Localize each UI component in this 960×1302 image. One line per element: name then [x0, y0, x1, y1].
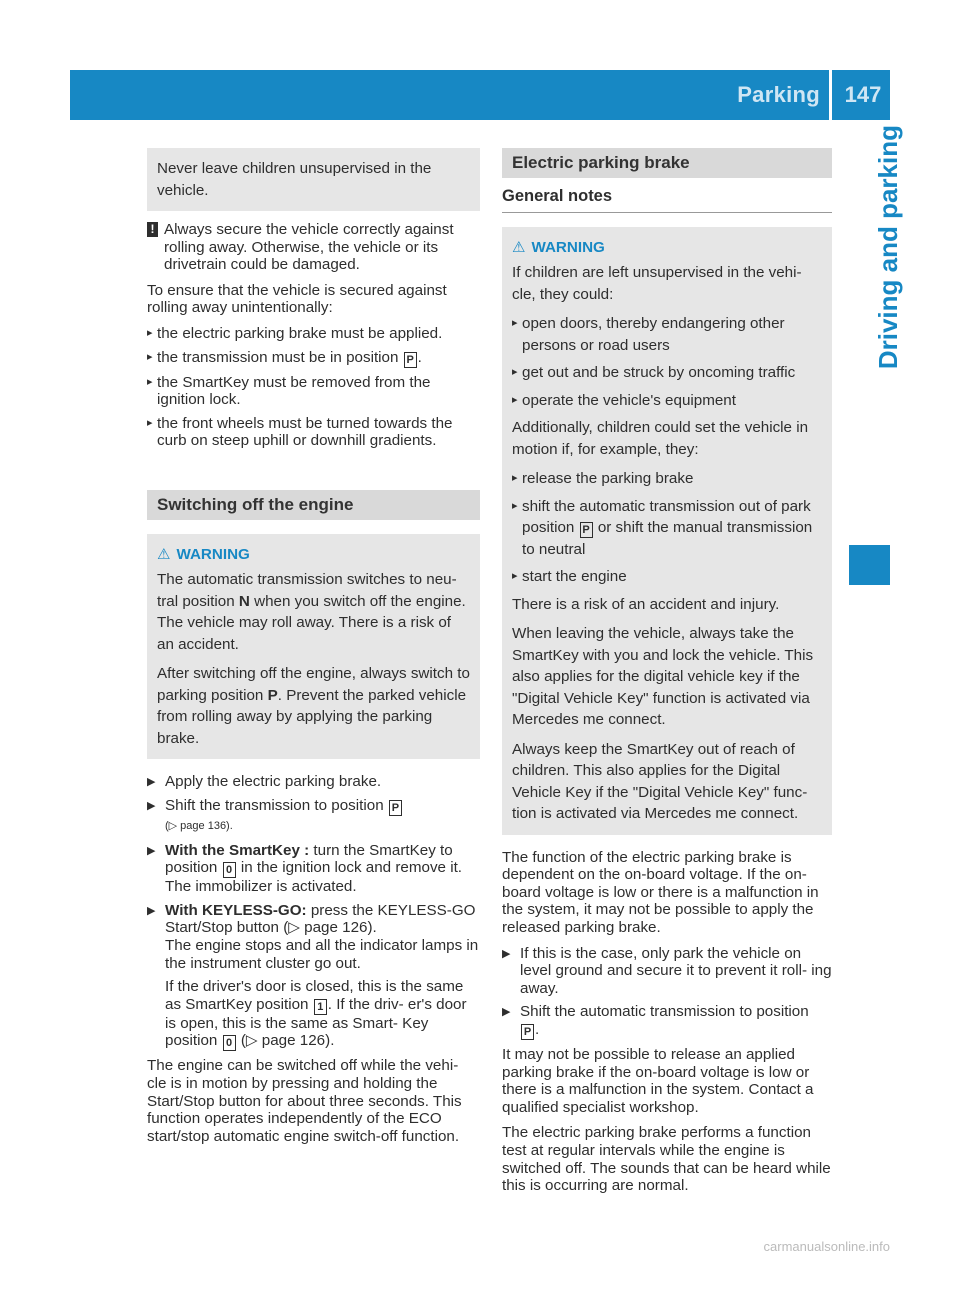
step-item: ▶ With KEYLESS-GO: press the KEYLESS-GO Start/Stop button (▷ page 126). The engine stops and all the indicator lamps in the instrument cluster go out. If the driver's door is closed, this is the same as SmartKey position 1 . If the driv- er's door is open, this is the same as Smart- Key position 0 (▷ page 126). [147, 902, 480, 1052]
warning-box [502, 227, 832, 835]
warning-text: After switching off the engine, always switch to parking position P. Prevent the parked vehicle from rolling away by applying the parking brake. [157, 665, 470, 747]
step-item: ▶ Shift the transmission to position P (▷ page 136). [147, 797, 480, 836]
warning-text: If children are left unsupervised in the vehi- cle, they could: [512, 264, 802, 303]
body-text: The electric parking brake performs a function test at regular intervals while the engine is switched off. The sounds that can be heard while this is occurring are normal. [502, 1124, 831, 1195]
key-1-icon: 1 [314, 999, 327, 1015]
warning-text: Additionally, children could set the vehicle in motion if, for example, they: [512, 419, 809, 458]
body-text: It may not be possible to release an applied parking brake if the on-board voltage is low or there is a malfunction in the system. Contact a qualified specialist workshop. [502, 1045, 814, 1116]
chapter-marker [849, 545, 890, 585]
page-number: 147 [844, 82, 882, 107]
key-p-icon: P [521, 1024, 534, 1040]
subheading: General notes [502, 188, 832, 213]
list-item: ▸ start the engine [512, 566, 822, 588]
key-p-icon: P [404, 352, 417, 368]
step-item: ▶ Apply the electric parking brake. [147, 773, 480, 791]
warning-label: WARNING [176, 545, 250, 563]
list-item: ▸ release the parking brake [512, 468, 822, 490]
list-item: ▸ the electric parking brake must be applied. [147, 325, 480, 343]
watermark: carmanualsonline.info [763, 1239, 890, 1254]
step-item: ▶ If this is the case, only park the vehicle on level ground and secure it to prevent it roll- ing away. [502, 945, 832, 998]
body-text: The function of the electric parking brake is dependent on the on-board voltage. If the on- board voltage is low or there is a malfunction in the system, it may not be possible to apply the released parking brake. [502, 848, 819, 936]
list-item: ▸ operate the vehicle's equipment [512, 390, 822, 412]
safety-text: Never leave children unsupervised in the vehicle. [157, 160, 432, 199]
warning-text: Always keep the SmartKey out of reach of children. This also applies for the Digital Vehicle Key if the "Digital Vehicle Key" func- tion is activated via Mercedes me connect. [512, 740, 808, 823]
page-header [70, 70, 890, 120]
list-item: ▸ get out and be struck by oncoming traffic [512, 362, 822, 384]
chapter-label: Driving and parking [873, 125, 903, 370]
left-column [147, 148, 480, 1153]
safety-box [147, 148, 480, 211]
warning-triangle-icon: ⚠ [157, 545, 171, 563]
exclamation-icon: ! [147, 222, 158, 237]
right-column [502, 148, 832, 1203]
intro-text: To ensure that the vehicle is secured against rolling away unintentionally: [147, 281, 447, 317]
key-0-icon: 0 [223, 862, 236, 878]
list-item: ▸ shift the automatic transmission out of park position P or shift the manual transmission to neutral [512, 496, 822, 561]
warning-text: The automatic transmission switches to neu- tral position N when you switch off the engine. The vehicle may roll away. There is a risk of an accident. [157, 571, 466, 653]
list-item: ▸ open doors, thereby endangering other persons or road users [512, 313, 822, 356]
list-item: ▸ the front wheels must be turned towards the curb on steep uphill or downhill gradients. [147, 415, 480, 450]
section-heading: Switching off the engine [147, 490, 480, 520]
list-item: ▸ the transmission must be in position P . [147, 349, 480, 368]
closing-text: The engine can be switched off while the vehi- cle is in motion by pressing and holding the Start/Stop button for about three seconds. This function operates independently of the ECO start/stop automatic engine switch-off function. [147, 1057, 462, 1145]
chapter-tab [849, 120, 903, 545]
step-item: ▶ Shift the automatic transmission to position P . [502, 1003, 832, 1040]
section-heading: Electric parking brake [502, 148, 832, 178]
key-p-icon: P [580, 522, 593, 538]
warning-triangle-icon: ⚠ [512, 238, 526, 256]
step-item: ▶ With the SmartKey : turn the SmartKey to position 0 in the ignition lock and remove it. The immobilizer is activated. [147, 842, 480, 896]
warning-label: WARNING [531, 238, 605, 256]
key-p-icon: P [389, 800, 402, 816]
warning-text: There is a risk of an accident and injury. [512, 595, 780, 613]
key-0-icon: 0 [223, 1035, 236, 1051]
header-divider [829, 70, 832, 120]
damage-note [147, 221, 480, 274]
warning-box [147, 534, 480, 760]
warning-text: When leaving the vehicle, always take the SmartKey with you and lock the vehicle. This also applies for the digital vehicle key if the "Digital Vehicle Key" function is activated via Mercedes me connect. [512, 625, 814, 729]
list-item: ▸ the SmartKey must be removed from the ignition lock. [147, 374, 480, 409]
note-text: Always secure the vehicle correctly against rolling away. Otherwise, the vehicle or its drivetrain could be damaged. [164, 221, 454, 274]
section-title: Parking [737, 82, 820, 107]
